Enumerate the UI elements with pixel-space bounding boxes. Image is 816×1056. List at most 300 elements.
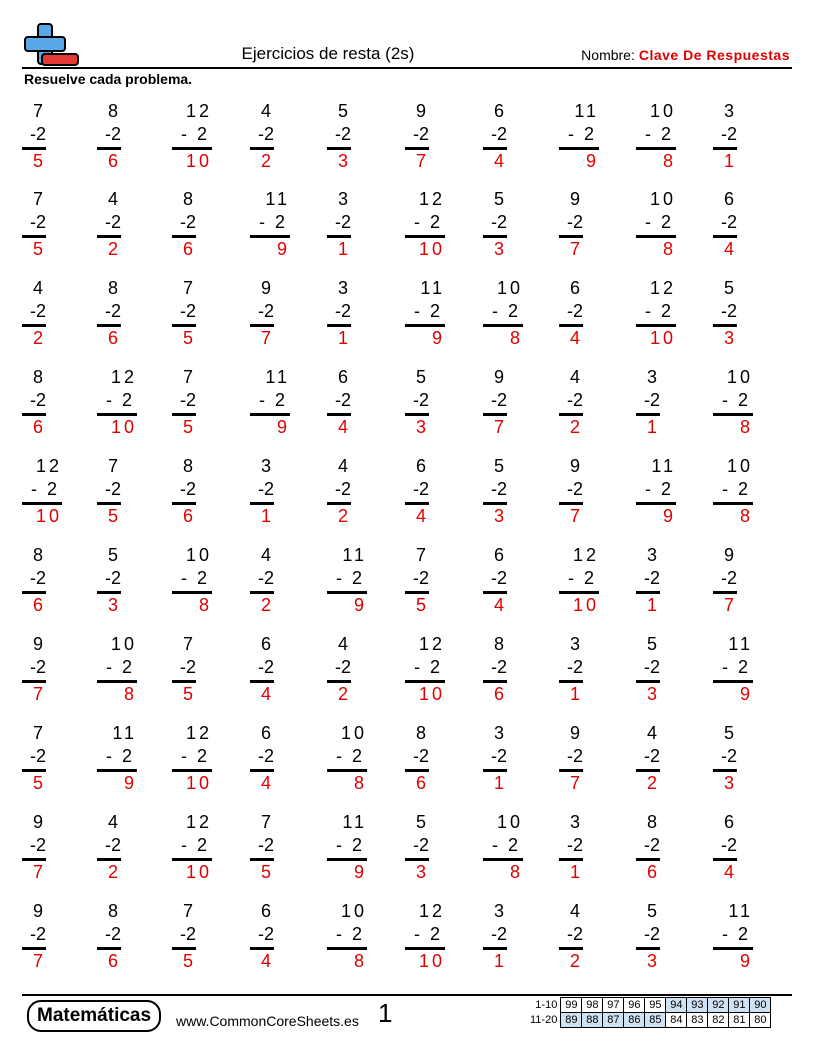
answer: 6 [646, 862, 660, 882]
answer: 4 [723, 862, 737, 882]
answer: 10 [185, 862, 212, 882]
answer: 8 [123, 684, 137, 704]
answer: 2 [646, 773, 660, 793]
minuend: 5 [646, 634, 660, 654]
minuend: 4 [260, 545, 274, 565]
subtrahend: -2 [720, 212, 737, 232]
subtrahend: -2 [104, 924, 121, 944]
minuend: 10 [110, 634, 137, 654]
problem [483, 366, 507, 439]
minuend: 6 [723, 189, 737, 209]
subtrahend: - 2 [105, 657, 137, 677]
minuend: 5 [723, 278, 737, 298]
answer: 2 [337, 684, 351, 704]
problem [483, 722, 507, 795]
problem [97, 366, 137, 439]
score-cell: 96 [624, 998, 645, 1013]
subtrahend: -2 [490, 124, 507, 144]
subtrahend: -2 [490, 390, 507, 410]
answer: 6 [107, 328, 121, 348]
minuend: 3 [337, 189, 351, 209]
problem [250, 811, 274, 884]
minuend: 12 [185, 812, 212, 832]
answer: 7 [493, 417, 507, 437]
minuend: 10 [726, 367, 753, 387]
score-row-label: 11-20 [530, 1014, 558, 1026]
subtrahend: - 2 [644, 479, 676, 499]
minuend: 12 [572, 545, 599, 565]
problem [405, 100, 429, 173]
answer: 4 [493, 151, 507, 171]
answer: 3 [646, 951, 660, 971]
score-cell: 95 [645, 998, 666, 1013]
subtrahend: -2 [179, 212, 196, 232]
problem [713, 277, 737, 350]
problem [250, 900, 274, 973]
subtrahend: - 2 [335, 568, 367, 588]
minuend: 4 [107, 189, 121, 209]
problem [636, 633, 660, 706]
answer: 7 [260, 328, 274, 348]
subtrahend: -2 [334, 124, 351, 144]
subtrahend: -2 [720, 746, 737, 766]
minuend: 6 [569, 278, 583, 298]
answer: 6 [32, 595, 46, 615]
problem [22, 277, 46, 350]
minuend: 4 [107, 812, 121, 832]
answer: 7 [723, 595, 737, 615]
answer: 3 [415, 417, 429, 437]
problem [97, 100, 121, 173]
problem [713, 544, 737, 617]
answer: 5 [32, 151, 46, 171]
name-value: Clave De Respuestas [638, 47, 790, 63]
minuend: 11 [265, 367, 290, 387]
subtrahend: -2 [334, 390, 351, 410]
subtrahend: -2 [643, 924, 660, 944]
subtrahend: - 2 [644, 212, 676, 232]
problem [22, 188, 46, 261]
problem [172, 188, 196, 261]
subtrahend: -2 [29, 746, 46, 766]
subtrahend: -2 [104, 479, 121, 499]
subtrahend: -2 [257, 124, 274, 144]
subtrahend: -2 [104, 835, 121, 855]
minuend: 6 [260, 901, 274, 921]
site-url: www.CommonCoreSheets.es [176, 1013, 359, 1029]
answer: 8 [509, 328, 523, 348]
answer: 3 [723, 773, 737, 793]
answer: 7 [569, 506, 583, 526]
minuend: 6 [337, 367, 351, 387]
answer: 8 [353, 773, 367, 793]
answer: 1 [493, 773, 507, 793]
problem [636, 100, 676, 173]
problem [250, 100, 274, 173]
problem [22, 544, 46, 617]
problem [559, 455, 583, 528]
problem [22, 366, 46, 439]
answer: 4 [493, 595, 507, 615]
problem [327, 188, 351, 261]
minuend: 8 [182, 456, 196, 476]
minuend: 9 [32, 901, 46, 921]
problem [559, 366, 583, 439]
minuend: 10 [496, 812, 523, 832]
subtrahend: -2 [334, 212, 351, 232]
problem [97, 544, 121, 617]
answer: 7 [569, 773, 583, 793]
answer: 1 [723, 151, 737, 171]
minuend: 4 [260, 101, 274, 121]
problem [172, 455, 196, 528]
answer: 2 [337, 506, 351, 526]
problem [250, 277, 274, 350]
subtrahend: -2 [720, 124, 737, 144]
minuend: 3 [260, 456, 274, 476]
subtrahend: -2 [566, 390, 583, 410]
answer: 4 [337, 417, 351, 437]
minuend: 3 [646, 545, 660, 565]
answer: 1 [569, 862, 583, 882]
subtrahend: -2 [412, 568, 429, 588]
score-table [528, 997, 771, 1028]
minuend: 3 [493, 901, 507, 921]
problem [97, 722, 137, 795]
answer: 7 [32, 951, 46, 971]
subtrahend: - 2 [721, 479, 753, 499]
problem [405, 188, 445, 261]
problem [483, 188, 507, 261]
minuend: 5 [493, 189, 507, 209]
problem [636, 277, 676, 350]
problem [636, 188, 676, 261]
problem [405, 811, 429, 884]
subtrahend: - 2 [335, 924, 367, 944]
problem [172, 633, 196, 706]
answer: 4 [260, 684, 274, 704]
problem [172, 544, 212, 617]
subtrahend: -2 [334, 479, 351, 499]
answer: 10 [649, 328, 676, 348]
subtrahend: - 2 [491, 301, 523, 321]
minuend: 8 [182, 189, 196, 209]
minuend: 9 [569, 723, 583, 743]
minuend: 7 [182, 634, 196, 654]
subtrahend: -2 [643, 746, 660, 766]
minuend: 12 [185, 723, 212, 743]
minuend: 8 [107, 278, 121, 298]
score-cell: 89 [561, 1013, 582, 1028]
subtrahend: -2 [720, 835, 737, 855]
problem [327, 544, 367, 617]
minuend: 8 [32, 545, 46, 565]
problem [405, 455, 429, 528]
answer: 5 [415, 595, 429, 615]
answer: 3 [493, 506, 507, 526]
subtrahend: -2 [29, 657, 46, 677]
answer: 5 [32, 773, 46, 793]
answer: 9 [276, 417, 290, 437]
subtrahend: -2 [179, 301, 196, 321]
problem [483, 100, 507, 173]
minuend: 4 [337, 456, 351, 476]
minuend: 10 [340, 723, 367, 743]
answer: 8 [509, 862, 523, 882]
answer: 4 [569, 328, 583, 348]
answer: 6 [107, 151, 121, 171]
minuend: 5 [415, 812, 429, 832]
answer: 2 [107, 239, 121, 259]
problem [327, 100, 351, 173]
problem [559, 544, 599, 617]
score-cell: 85 [645, 1013, 666, 1028]
answer: 9 [585, 151, 599, 171]
answer: 3 [723, 328, 737, 348]
subtrahend: - 2 [644, 301, 676, 321]
minuend: 5 [415, 367, 429, 387]
minuend: 3 [569, 634, 583, 654]
problem [22, 100, 46, 173]
subtrahend: -2 [566, 746, 583, 766]
score-cell: 83 [687, 1013, 708, 1028]
answer: 3 [646, 684, 660, 704]
page-number: 1 [378, 998, 393, 1028]
answer: 8 [662, 151, 676, 171]
answer: 9 [662, 506, 676, 526]
problem [636, 900, 660, 973]
score-cell: 98 [582, 998, 603, 1013]
problem [22, 811, 46, 884]
subtrahend: - 2 [105, 390, 137, 410]
minuend: 3 [569, 812, 583, 832]
problem [405, 366, 429, 439]
score-cell: 99 [561, 998, 582, 1013]
subtrahend: - 2 [567, 568, 599, 588]
answer: 9 [276, 239, 290, 259]
subtrahend: -2 [104, 212, 121, 232]
problem [559, 633, 583, 706]
minuend: 9 [415, 101, 429, 121]
minuend: 7 [260, 812, 274, 832]
minuend: 7 [32, 189, 46, 209]
minuend: 9 [260, 278, 274, 298]
problem [405, 277, 445, 350]
subtrahend: -2 [490, 746, 507, 766]
problem [713, 455, 753, 528]
answer: 9 [123, 773, 137, 793]
problem [483, 277, 523, 350]
minuend: 6 [260, 723, 274, 743]
problem [559, 722, 583, 795]
answer: 5 [182, 684, 196, 704]
answer: 1 [646, 595, 660, 615]
subtrahend: - 2 [721, 924, 753, 944]
subtrahend: -2 [566, 924, 583, 944]
problem [250, 633, 274, 706]
answer: 9 [353, 595, 367, 615]
problem [97, 633, 137, 706]
minuend: 5 [723, 723, 737, 743]
answer: 7 [32, 684, 46, 704]
subtrahend: -2 [29, 835, 46, 855]
answer: 8 [739, 417, 753, 437]
answer: 6 [107, 951, 121, 971]
subtrahend: - 2 [491, 835, 523, 855]
minuend: 9 [32, 634, 46, 654]
minuend: 5 [337, 101, 351, 121]
score-cell: 82 [708, 1013, 729, 1028]
subtrahend: -2 [257, 924, 274, 944]
subtrahend: - 2 [644, 124, 676, 144]
minuend: 4 [646, 723, 660, 743]
answer: 10 [185, 151, 212, 171]
answer: 2 [32, 328, 46, 348]
minuend: 3 [646, 367, 660, 387]
problem [327, 455, 351, 528]
problem [713, 366, 753, 439]
minuend: 5 [646, 901, 660, 921]
subtrahend: -2 [490, 212, 507, 232]
minuend: 12 [185, 101, 212, 121]
problem [713, 811, 737, 884]
problem [97, 277, 121, 350]
minuend: 5 [493, 456, 507, 476]
subtrahend: - 2 [413, 657, 445, 677]
answer: 10 [418, 951, 445, 971]
minuend: 9 [569, 189, 583, 209]
subtrahend: -2 [334, 657, 351, 677]
score-cell: 88 [582, 1013, 603, 1028]
problem [405, 544, 429, 617]
problem [97, 455, 121, 528]
subtrahend: - 2 [335, 746, 367, 766]
answer: 6 [182, 239, 196, 259]
problem [483, 544, 507, 617]
minuend: 12 [418, 189, 445, 209]
answer: 6 [493, 684, 507, 704]
minuend: 4 [337, 634, 351, 654]
problem [22, 633, 46, 706]
minuend: 9 [569, 456, 583, 476]
subtrahend: -2 [566, 212, 583, 232]
subtrahend: - 2 [413, 212, 445, 232]
subtrahend: - 2 [567, 124, 599, 144]
problem [405, 722, 429, 795]
problem [483, 900, 507, 973]
minuend: 3 [723, 101, 737, 121]
minuend: 3 [337, 278, 351, 298]
answer: 2 [260, 151, 274, 171]
subtrahend: -2 [104, 568, 121, 588]
subtrahend: -2 [643, 390, 660, 410]
subtrahend: -2 [179, 390, 196, 410]
subtrahend: - 2 [30, 479, 62, 499]
minuend: 6 [493, 545, 507, 565]
answer: 9 [431, 328, 445, 348]
problem [22, 900, 46, 973]
minuend: 12 [418, 634, 445, 654]
subtrahend: -2 [29, 568, 46, 588]
subtrahend: - 2 [105, 746, 137, 766]
minuend: 9 [493, 367, 507, 387]
minuend: 11 [112, 723, 137, 743]
score-cell: 94 [666, 998, 687, 1013]
subtrahend: -2 [179, 924, 196, 944]
answer: 2 [260, 595, 274, 615]
subtrahend: -2 [566, 835, 583, 855]
subtrahend: -2 [29, 390, 46, 410]
subtrahend: -2 [412, 746, 429, 766]
problem [172, 100, 212, 173]
subtrahend: -2 [412, 479, 429, 499]
problem [250, 188, 290, 261]
minuend: 4 [32, 278, 46, 298]
minuend: 7 [182, 901, 196, 921]
problem [636, 722, 660, 795]
score-cell: 97 [603, 998, 624, 1013]
answer: 7 [32, 862, 46, 882]
answer: 9 [739, 951, 753, 971]
answer: 10 [418, 239, 445, 259]
answer: 8 [353, 951, 367, 971]
problem [559, 900, 583, 973]
subtrahend: -2 [643, 657, 660, 677]
minuend: 8 [646, 812, 660, 832]
minuend: 9 [723, 545, 737, 565]
minuend: 10 [496, 278, 523, 298]
problem [713, 188, 737, 261]
problem [97, 188, 121, 261]
minuend: 9 [32, 812, 46, 832]
problem [559, 811, 583, 884]
instructions: Resuelve cada problema. [24, 71, 193, 87]
score-cell: 86 [624, 1013, 645, 1028]
problem [22, 455, 62, 528]
minuend: 11 [728, 634, 753, 654]
subtrahend: -2 [29, 124, 46, 144]
score-cell: 93 [687, 998, 708, 1013]
answer: 3 [415, 862, 429, 882]
answer: 9 [353, 862, 367, 882]
footer-divider [22, 994, 792, 996]
problem [559, 277, 583, 350]
minuend: 11 [342, 812, 367, 832]
score-cell: 92 [708, 998, 729, 1013]
answer: 5 [32, 239, 46, 259]
minuend: 10 [340, 901, 367, 921]
answer: 10 [35, 506, 62, 526]
subtrahend: -2 [257, 301, 274, 321]
subtrahend: - 2 [180, 568, 212, 588]
answer: 4 [415, 506, 429, 526]
answer: 4 [260, 951, 274, 971]
minuend: 10 [649, 101, 676, 121]
subtrahend: -2 [566, 479, 583, 499]
minuend: 11 [420, 278, 445, 298]
answer: 2 [569, 951, 583, 971]
problem [713, 100, 737, 173]
problem [713, 900, 753, 973]
answer: 4 [260, 773, 274, 793]
answer: 10 [418, 684, 445, 704]
minuend: 5 [107, 545, 121, 565]
subtrahend: -2 [490, 479, 507, 499]
problem [250, 366, 290, 439]
problem [559, 188, 583, 261]
answer: 5 [107, 506, 121, 526]
problem [172, 722, 212, 795]
